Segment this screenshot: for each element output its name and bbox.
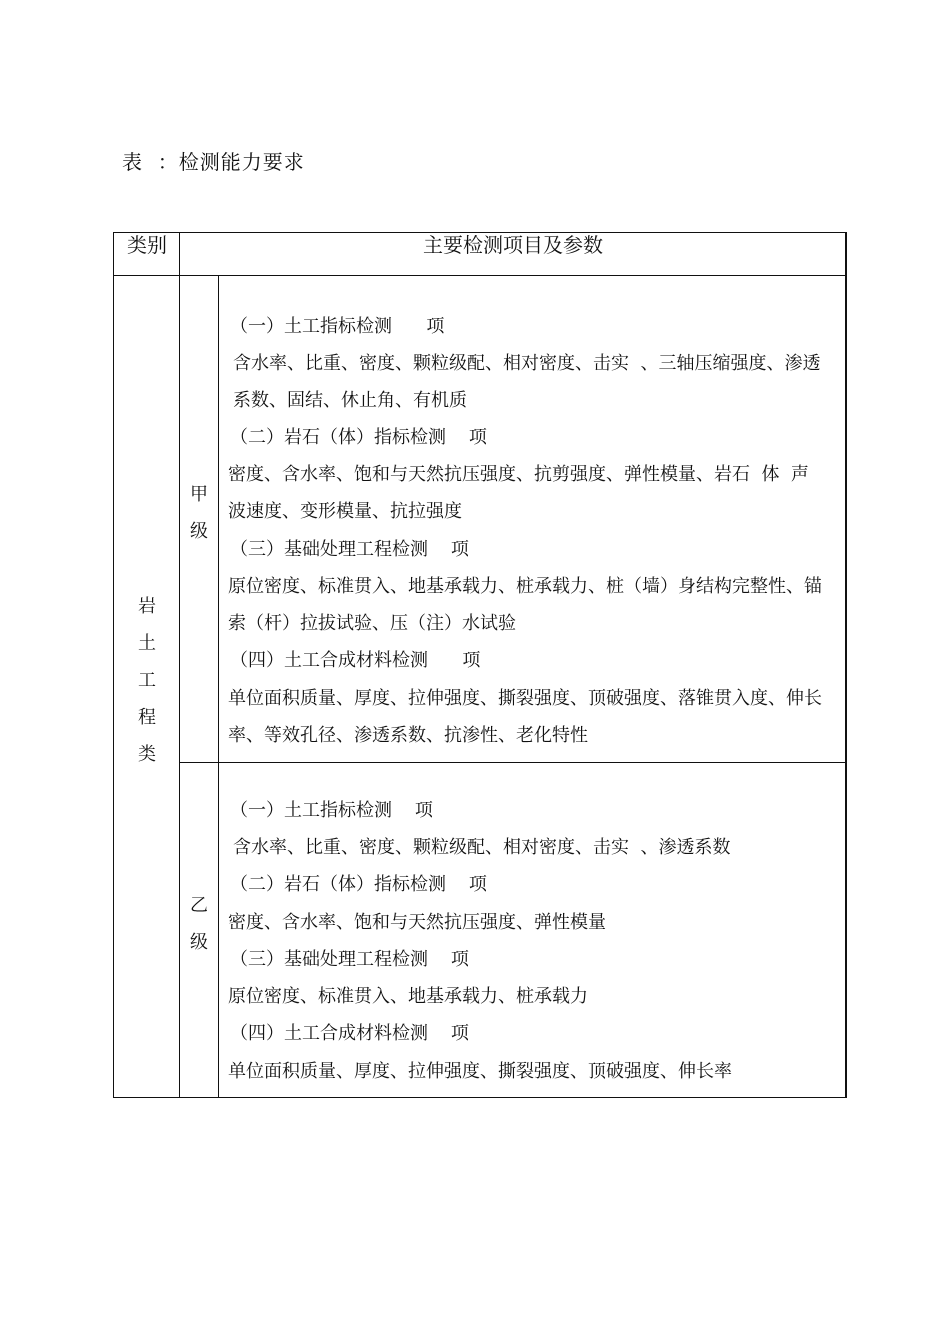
page-title: 表 ：检测能力要求 bbox=[122, 150, 305, 174]
category-label: 岩 土 工 程 类 bbox=[138, 596, 156, 765]
grade-a-label: 甲 级 bbox=[190, 484, 208, 542]
grade-b-geosynthetics-params: 单位面积质量、厚度、拉伸强度、撕裂强度、顶破强度、伸长率 bbox=[228, 1061, 732, 1082]
table-border-right bbox=[845, 232, 847, 1098]
grade-a-rock-params-line1: 密度、含水率、饱和与天然抗压强度、抗剪强度、弹性模量、岩石 体 声 bbox=[228, 464, 809, 485]
grade-row-divider bbox=[179, 762, 846, 763]
grade-a-heading-foundation: （三）基础处理工程检测 项 bbox=[230, 539, 469, 560]
grade-a-heading-soil: （一）土工指标检测 项 bbox=[230, 316, 445, 337]
header-category: 类别 bbox=[127, 233, 167, 257]
grade-a-heading-rock: （二）岩石（体）指标检测 项 bbox=[230, 427, 487, 448]
grade-a-heading-geosynthetics: （四）土工合成材料检测 项 bbox=[230, 650, 481, 671]
grade-b-heading-foundation: （三）基础处理工程检测 项 bbox=[230, 949, 469, 970]
grade-a-soil-params-line1: 含水率、比重、密度、颗粒级配、相对密度、击实 、三轴压缩强度、渗透 bbox=[233, 353, 821, 374]
grade-b-soil-params: 含水率、比重、密度、颗粒级配、相对密度、击实 、渗透系数 bbox=[233, 837, 731, 858]
table-border-bottom bbox=[113, 1097, 846, 1098]
grade-a-soil-params-line2: 系数、固结、休止角、有机质 bbox=[233, 390, 467, 411]
table-border-left bbox=[113, 232, 114, 1098]
grade-b-heading-rock: （二）岩石（体）指标检测 项 bbox=[230, 874, 487, 895]
grade-column-divider bbox=[218, 275, 219, 1098]
grade-a-rock-params-line2: 波速度、变形模量、抗拉强度 bbox=[228, 501, 462, 522]
grade-b-label: 乙 级 bbox=[190, 895, 208, 953]
category-column-divider bbox=[179, 232, 180, 1098]
grade-b-heading-geosynthetics: （四）土工合成材料检测 项 bbox=[230, 1023, 469, 1044]
grade-a-foundation-params-line2: 索（杆）拉拔试验、压（注）水试验 bbox=[228, 613, 516, 634]
grade-a-foundation-params-line1: 原位密度、标准贯入、地基承载力、桩承载力、桩（墙）身结构完整性、锚 bbox=[228, 576, 822, 597]
header-main-items: 主要检测项目及参数 bbox=[423, 233, 603, 257]
grade-b-rock-params: 密度、含水率、饱和与天然抗压强度、弹性模量 bbox=[228, 912, 606, 933]
grade-a-geosynthetics-params-line1: 单位面积质量、厚度、拉伸强度、撕裂强度、顶破强度、落锥贯入度、伸长 bbox=[228, 688, 822, 709]
grade-b-foundation-params: 原位密度、标准贯入、地基承载力、桩承载力 bbox=[228, 986, 588, 1007]
grade-a-geosynthetics-params-line2: 率、等效孔径、渗透系数、抗渗性、老化特性 bbox=[228, 725, 588, 746]
grade-b-heading-soil: （一）土工指标检测 项 bbox=[230, 800, 433, 821]
header-divider bbox=[113, 275, 846, 276]
